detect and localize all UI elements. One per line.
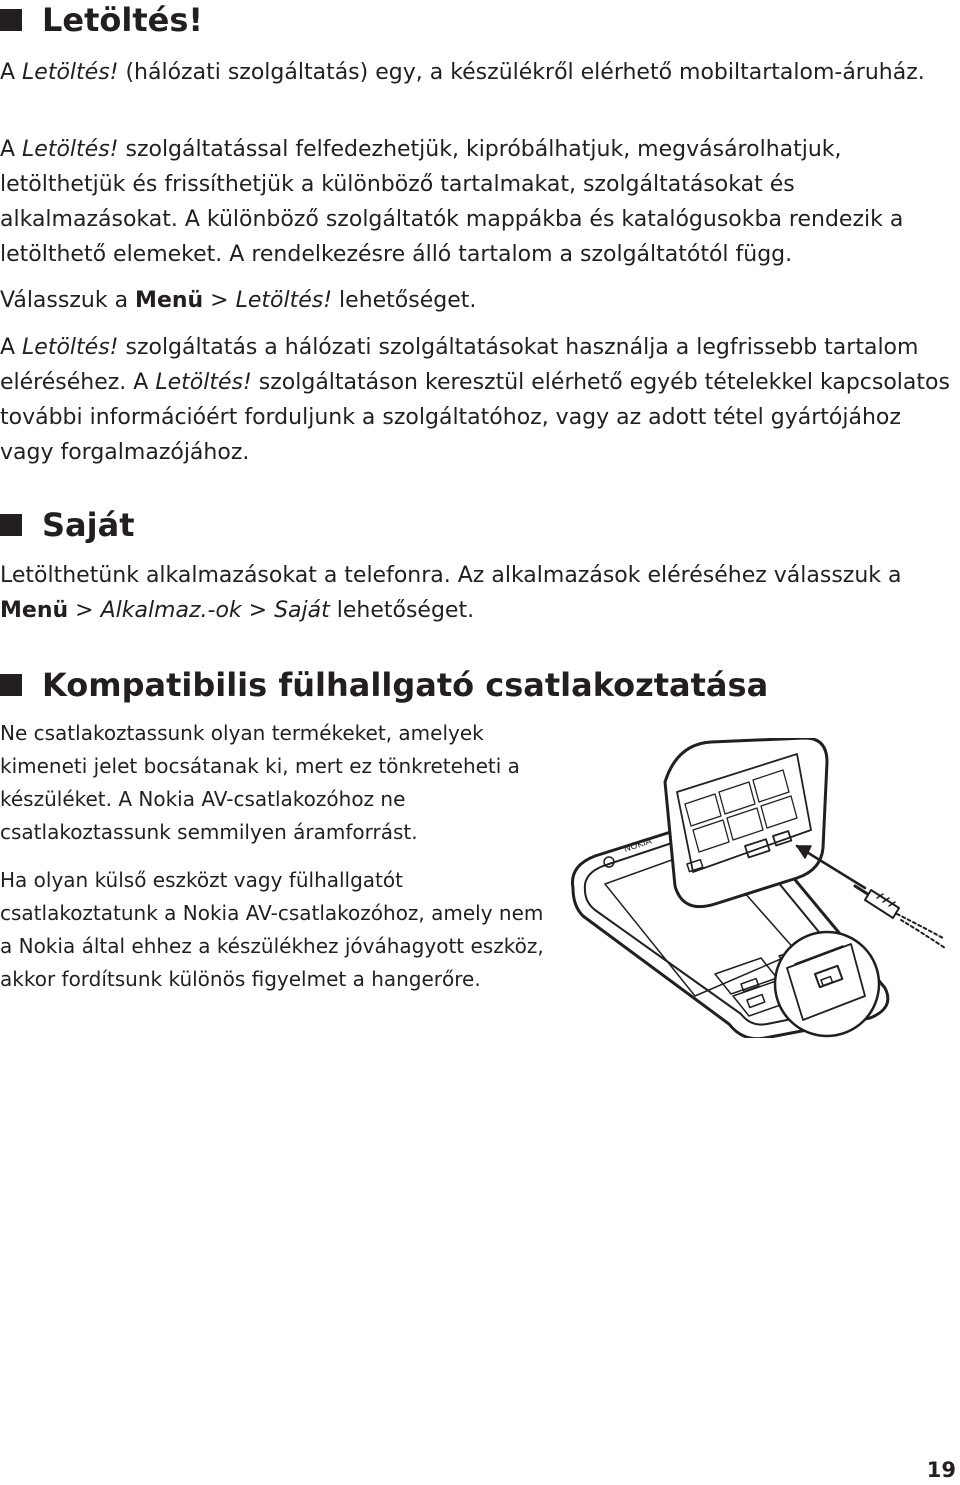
download-description-paragraph: A Letöltés! szolgáltatással felfedezhetjük, kipróbálhatjuk, megvásárolhatjuk, letölthetjük és frissíthetjük a különböző tartalmakat, szolgáltatásokat és alkalmazásokat. A különböző szolgáltatók mappákba és katalógusokba rendezik a letölthető elemeket. A rendelkezésre álló tartalom a szolgáltatótól függ.: [0, 137, 904, 267]
section-title-text: Saját: [42, 506, 135, 544]
menu-term: Letöltés!: [22, 335, 119, 360]
section-title-headset: [0, 665, 768, 705]
download-intro-paragraph: A Letöltés! (hálózati szolgáltatás) egy, a készülékről elérhető mobiltartalom-áruház.: [0, 60, 925, 85]
menu-term: Saját: [274, 598, 330, 623]
square-bullet-icon: [0, 514, 22, 536]
own-apps-paragraph: Letölthetünk alkalmazásokat a telefonra. Az alkalmazások eléréséhez válasszuk a Menü > Alkalmaz.-ok > Saját lehetőséget.: [0, 563, 902, 623]
download-instruction-paragraph: Válasszuk a Menü > Letöltés! lehetőséget.: [0, 288, 477, 313]
section-title-own: [0, 505, 135, 545]
section-title-download: [0, 0, 203, 40]
menu-term: Alkalmaz.-ok: [100, 598, 242, 623]
menu-term: Letöltés!: [22, 137, 119, 162]
menu-label: Menü: [0, 598, 69, 623]
headset-volume-paragraph: Ha olyan külső eszközt vagy fülhallgatót csatlakoztatunk a Nokia AV-csatlakozóhoz, amely nem a Nokia által ehhez a készülékhez jóváhagyott eszköz, akkor fordítsunk különös figyelmet a hangerőre.: [0, 868, 544, 991]
menu-term: Letöltés!: [22, 60, 119, 85]
square-bullet-icon: [0, 674, 22, 696]
phone-headset-connector-illustration: [565, 738, 960, 1038]
svg-text:NOKIA: NOKIA: [622, 836, 654, 855]
download-info-paragraph: A Letöltés! szolgáltatás a hálózati szolgáltatásokat használja a legfrissebb tartalom eléréséhez. A Letöltés! szolgáltatáson keresztül elérhető egyéb tételekkel kapcsolatos további információért forduljunk a szolgáltatóhoz, vagy az adott tétel gyártójához vagy forgalmazójához.: [0, 335, 950, 465]
menu-label: Menü: [135, 288, 204, 313]
section-title-text: Letöltés!: [42, 1, 203, 39]
headset-warning-paragraph: Ne csatlakoztassunk olyan termékeket, amelyek kimeneti jelet bocsátanak ki, mert ez tönkreteheti a készüléket. A Nokia AV-csatlakozóhoz ne csatlakoztassunk semmilyen áramforrást.: [0, 721, 520, 844]
menu-term: Letöltés!: [155, 370, 252, 395]
square-bullet-icon: [0, 9, 22, 31]
page-number: 19: [926, 1458, 956, 1482]
menu-term: Letöltés!: [235, 288, 333, 313]
section-title-text: Kompatibilis fülhallgató csatlakoztatása: [42, 666, 769, 704]
